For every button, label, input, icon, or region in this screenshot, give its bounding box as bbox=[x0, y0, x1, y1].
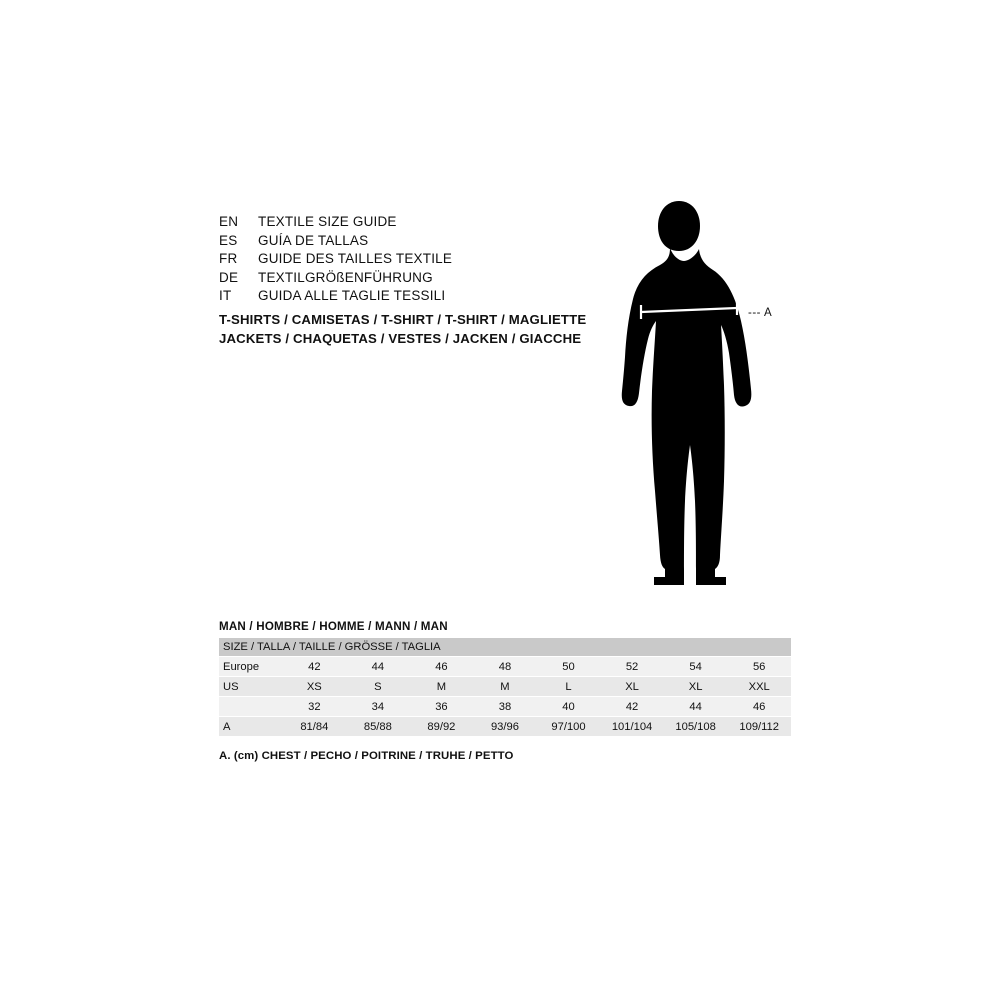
language-code: IT bbox=[219, 288, 232, 304]
table-footnote: A. (cm) CHEST / PECHO / POITRINE / TRUHE / PETTO bbox=[219, 750, 514, 762]
table-cell: XS bbox=[283, 677, 347, 697]
table-cell: L bbox=[537, 677, 601, 697]
table-cell: 42 bbox=[283, 657, 347, 677]
table-cell: 93/96 bbox=[473, 717, 537, 737]
table-cell: 52 bbox=[600, 657, 664, 677]
row-label: A bbox=[219, 717, 283, 737]
table-cell: XL bbox=[600, 677, 664, 697]
size-table-block bbox=[219, 620, 791, 737]
table-cell: 109/112 bbox=[727, 717, 791, 737]
table-cell: XXL bbox=[727, 677, 791, 697]
table-cell: 101/104 bbox=[600, 717, 664, 737]
table-cell: 105/108 bbox=[664, 717, 728, 737]
table-cell: 36 bbox=[410, 697, 474, 717]
male-silhouette-illustration bbox=[610, 195, 810, 605]
language-code: ES bbox=[219, 232, 238, 248]
language-row bbox=[219, 270, 639, 289]
language-code: DE bbox=[219, 269, 239, 285]
table-cell: 46 bbox=[410, 657, 474, 677]
language-row bbox=[219, 288, 639, 307]
language-code: FR bbox=[219, 251, 238, 267]
table-cell: XL bbox=[664, 677, 728, 697]
table-cell: 40 bbox=[537, 697, 601, 717]
table-cell: 34 bbox=[346, 697, 410, 717]
table-cell: M bbox=[410, 677, 474, 697]
table-cell: 42 bbox=[600, 697, 664, 717]
row-label bbox=[219, 697, 283, 717]
size-table bbox=[219, 638, 791, 737]
table-cell: 32 bbox=[283, 697, 347, 717]
language-text: TEXTILGRÖßENFÜHRUNG bbox=[258, 269, 433, 285]
table-row bbox=[219, 697, 791, 717]
table-header-label: SIZE / TALLA / TAILLE / GRÖSSE / TAGLIA bbox=[219, 638, 791, 657]
language-code: EN bbox=[219, 214, 239, 229]
chest-measure-label: --- A bbox=[748, 307, 773, 319]
table-row bbox=[219, 717, 791, 737]
language-text: TEXTILE SIZE GUIDE bbox=[258, 214, 397, 229]
table-cell: 54 bbox=[664, 657, 728, 677]
table-cell: 48 bbox=[473, 657, 537, 677]
language-row bbox=[219, 251, 639, 270]
table-row bbox=[219, 657, 791, 677]
language-list bbox=[219, 214, 639, 307]
row-label: Europe bbox=[219, 657, 283, 677]
language-row bbox=[219, 233, 639, 252]
table-cell: 44 bbox=[346, 657, 410, 677]
table-cell: 56 bbox=[727, 657, 791, 677]
table-cell: M bbox=[473, 677, 537, 697]
table-cell: 85/88 bbox=[346, 717, 410, 737]
language-row bbox=[219, 214, 639, 233]
language-text: GUIDE DES TAILLES TEXTILE bbox=[258, 251, 453, 267]
table-cell: 97/100 bbox=[537, 717, 601, 737]
table-header-row bbox=[219, 638, 791, 657]
table-cell: 50 bbox=[537, 657, 601, 677]
table-cell: 38 bbox=[473, 697, 537, 717]
table-row bbox=[219, 677, 791, 697]
language-text: GUIDA ALLE TAGLIE TESSILI bbox=[258, 288, 446, 304]
garment-line-jackets: JACKETS / CHAQUETAS / VESTES / JACKEN / GIACCHE bbox=[219, 331, 582, 346]
table-cell: 89/92 bbox=[410, 717, 474, 737]
table-cell: 44 bbox=[664, 697, 728, 717]
table-cell: 81/84 bbox=[283, 717, 347, 737]
table-cell: S bbox=[346, 677, 410, 697]
table-cell: 46 bbox=[727, 697, 791, 717]
table-caption: MAN / HOMBRE / HOMME / MANN / MAN bbox=[219, 620, 448, 633]
language-text: GUÍA DE TALLAS bbox=[258, 232, 369, 248]
garment-line-tshirts: T-SHIRTS / CAMISETAS / T-SHIRT / T-SHIRT / MAGLIETTE bbox=[219, 312, 587, 327]
row-label: US bbox=[219, 677, 283, 697]
